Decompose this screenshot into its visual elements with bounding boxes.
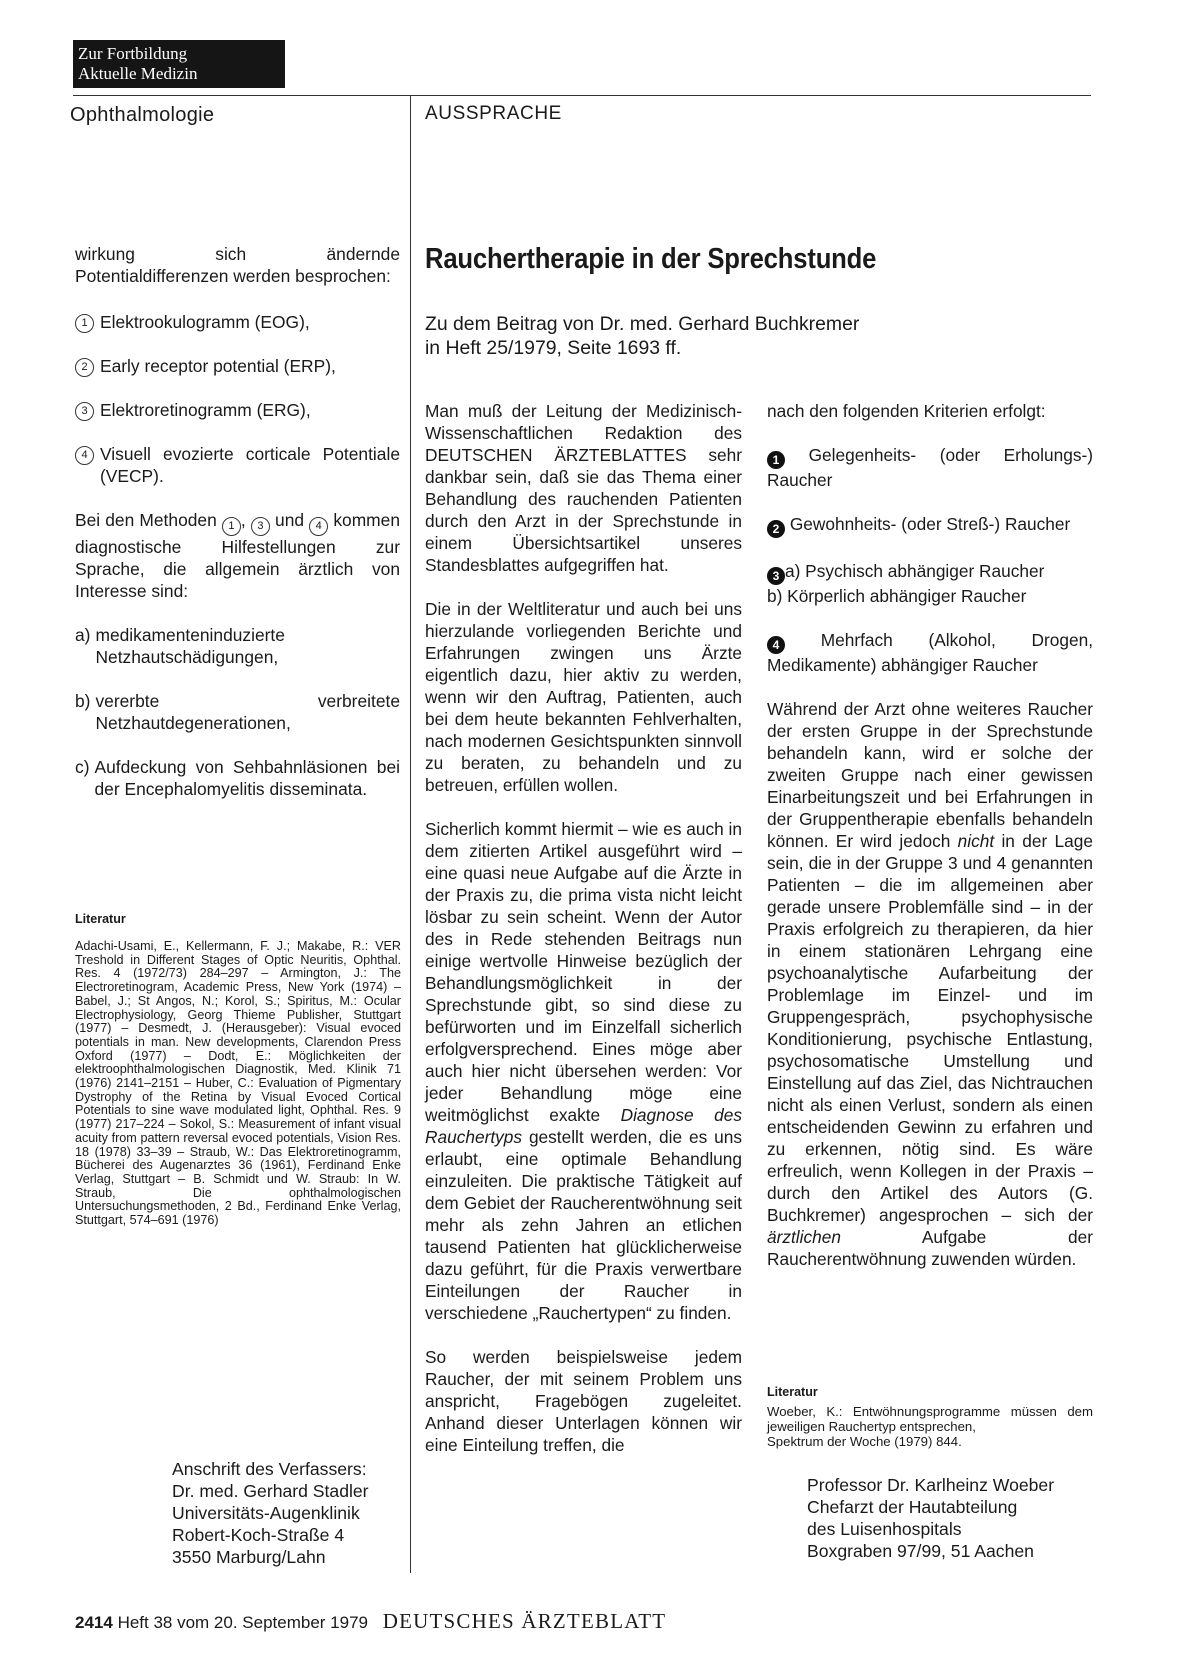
method-text: Elektrookulogramm (EOG), <box>100 312 310 332</box>
method-text: Visuell evozierte corticale Potentiale (VECP). <box>100 444 400 486</box>
column-rule <box>410 95 411 1573</box>
methods-paragraph <box>75 509 400 602</box>
references-left: Adachi-Usami, E., Kellermann, F. J.; Makabe, R.: VER Treshold in Different Stages of Optic Neuritis, Ophthal. Res. 4 (1972/73) 284–297 – Armington, J.: The Electroretinogram, Academic Press, New York (1974) – Babel, J.; St Angos, N.; Korol, S.; Spiritus, M.: Ocular Electrophysiology, Georg Thieme Publisher, Stuttgart (1977) – Desmedt, J. (Herausgeber): Visual evoced potentials in man. New developments, Clarendon Press Oxford (1977) – Dodt, E.: Möglichkeiten der elektroophthalmologischen Diagnostik, Med. Klinik 71 (1976) 2141–2151 – Huber, C.: Evaluation of Pigmentary Dystrophy of the Retina by Visual Evoced Cortical Potentials to sine wave modulated light, Ophthal. Res. 9 (1977) 217–224 – Sokol, S.: Measurement of infant visual acuity from pattern reversal evoced potentials, Vision Res. 18 (1978) 33–39 – Straub, W.: Das Elektroretinogramm, Bücherei des Augenarztes 36 (1961), Ferdinand Enke Verlag, Stuttgart – B. Schmidt und W. Straub: In W. Straub, Die ophthalmologischen Untersuchungsmethoden, 2 Bd., Ferdinand Enke Verlag, Stuttgart, 574–691 (1976) <box>75 939 401 1228</box>
filled-number: 2 <box>767 520 785 538</box>
smoker-type-text: Gewohnheits- (oder Streß-) Raucher <box>789 514 1071 534</box>
list-item <box>75 756 400 800</box>
method-text: Early receptor potential (ERP), <box>100 356 336 376</box>
circled-number: 1 <box>222 517 241 536</box>
methods-and: und <box>275 510 305 530</box>
article-column-2 <box>767 400 1093 1270</box>
methods-text-after: kommen diagnostische Hilfestellungen zur Sprache, die allgemein ärztlich von Interesse sind: <box>75 510 401 601</box>
circled-number: 3 <box>75 402 94 421</box>
rubric-box <box>73 40 285 88</box>
page-footer <box>75 1609 666 1634</box>
list-label: c) <box>75 757 90 777</box>
circled-number: 3 <box>251 517 270 536</box>
list-label: b) <box>75 691 91 711</box>
article-title: Rauchertherapie in der Sprechstunde <box>425 243 877 275</box>
paragraph-text: Während der Arzt ohne weiteres Raucher der ersten Gruppe in der Sprechstunde behandeln kann, wird er solche der zweiten Gruppe nach einer gewissen Einarbeitungszeit und bei Erfahrungen in der Gruppentherapie ebenfalls behandeln können. Er wird jedoch <box>767 699 1093 851</box>
list-text: medikamenteninduzierte Netzhautschädigungen, <box>95 625 285 667</box>
smoker-type <box>767 560 1093 607</box>
paragraph-text: Aufgabe der Raucherentwöhnung zuwenden würden. <box>767 1227 1093 1269</box>
method-item <box>75 355 400 377</box>
subhead-line: Zu dem Beitrag von Dr. med. Gerhard Buchkremer <box>425 313 860 335</box>
subhead-line: in Heft 25/1979, Seite 1693 ff. <box>425 337 682 359</box>
reference-text: Spektrum der Woche (1979) 844. <box>767 1434 962 1449</box>
filled-number: 3 <box>767 567 785 585</box>
circled-number: 4 <box>309 517 328 536</box>
method-item <box>75 443 400 487</box>
paragraph: Die in der Weltliteratur und auch bei uns hierzulande vorliegenden Berichte und Erfahrungen zwingen uns Ärzte eigentlich dazu, hier aktiv zu werden, wenn wir den Auftrag, Patienten, auch bei dem heute bekannten Fehlverhalten, nach modernen Gesichtspunkten sinnvoll zu beraten, zu behandeln und zu betreuen, erfüllen wollen. <box>425 599 742 795</box>
filled-number: 4 <box>767 636 785 654</box>
rubric-line-1: Zur Fortbildung <box>78 44 188 63</box>
author-address-left <box>172 1458 402 1568</box>
address-line: Chefarzt der Hautabteilung <box>807 1497 1018 1517</box>
address-line: des Luisenhospitals <box>807 1519 962 1539</box>
rubric-line-2: Aktuelle Medizin <box>78 64 198 83</box>
header-rule <box>73 95 1091 96</box>
list-text: vererbte verbreitete Netzhautdegenerationen, <box>95 691 400 733</box>
references-right <box>767 1404 1093 1449</box>
smoker-type-text: Gelegenheits- (oder Erholungs-) Raucher <box>767 445 1093 490</box>
paragraph-text: gestellt werden, die es uns erlaubt, eine optimale Behandlung einzuleiten. Die praktische Tätigkeit auf dem Gebiet der Raucherentwöhnung seit mehr als zehn Jahren an etlichen tausend Patienten hat glücklicherweise dazu geführt, für die Praxis verwertbare Einteilungen der Raucher in verschiedene „Rauchertypen“ zu finden. <box>425 1127 742 1323</box>
list-item <box>75 624 400 668</box>
left-column <box>75 243 400 800</box>
author-address-right <box>807 1474 1092 1562</box>
circled-number: 1 <box>75 314 94 333</box>
methods-text-before: Bei den Methoden <box>75 510 217 530</box>
method-text: Elektroretinogramm (ERG), <box>100 400 311 420</box>
smoker-type <box>767 444 1093 491</box>
section-title-left: Ophthalmologie <box>70 104 215 126</box>
address-line: Anschrift des Verfassers: <box>172 1459 367 1479</box>
address-line: Professor Dr. Karlheinz Woeber <box>807 1475 1055 1495</box>
address-line: Boxgraben 97/99, 51 Aachen <box>807 1541 1034 1561</box>
emphasis-text: ärztlichen <box>767 1227 841 1247</box>
paragraph: nach den folgenden Kriterien erfolgt: <box>767 401 1046 421</box>
paragraph <box>425 818 742 1324</box>
filled-number: 1 <box>767 451 785 469</box>
section-title-right: AUSSPRACHE <box>425 103 562 124</box>
paragraph-text: in der Lage sein, die in der Gruppe 3 und 4 genannten Patienten – die im allgemeinen aber gerade unsere Problemfälle sind – in der Praxis erfolgreich zu therapieren, da hier in einem stationären Lehrgang eine psychoanalytische Aufarbeitung der Problemlage im Einzel- und im Gruppengespräch, psychophysische Konditionierung, psychische Entlastung, psychosomatische Umstellung und Einstellung auf das Ziel, das Nichtrauchen nicht als einen Verlust, sondern als einen entscheidenden Gewinn zu erfahren und zu erkennen, nötig sind. Es wäre erfreulich, wenn Kollegen in der Praxis – durch den Artikel des Autors (G. Buchkremer) angesprochen – sich der <box>767 831 1093 1225</box>
method-item <box>75 311 400 333</box>
journal-name: DEUTSCHES ÄRZTEBLATT <box>382 1609 667 1633</box>
literature-heading-left: Literatur <box>75 912 126 926</box>
emphasis-text: nicht <box>957 831 995 851</box>
paragraph: So werden beispielsweise jedem Raucher, der mit seinem Problem uns anspricht, Fragebögen zugeleitet. Anhand dieser Unterlagen können wir eine Einteilung treffen, die <box>425 1347 742 1455</box>
smoker-type-text: Mehrfach (Alkohol, Drogen, Medikamente) abhängiger Raucher <box>767 630 1093 675</box>
article-subhead <box>425 312 1065 360</box>
list-text: Aufdeckung von Sehbahnläsionen bei der Encephalomyelitis disseminata. <box>94 757 400 799</box>
address-line: Universitäts-Augenklinik <box>172 1503 360 1523</box>
circled-number: 4 <box>75 446 94 465</box>
paragraph: Man muß der Leitung der Medizinisch-Wissenschaftlichen Redaktion des DEUTSCHEN ÄRZTEBLATTES sehr dankbar sein, daß sie das Thema einer Behandlung des rauchenden Patienten durch den Arzt in der Sprechstunde in einem Übersichtsartikel unseres Standesblattes aufgegriffen hat. <box>425 401 742 575</box>
paragraph-text: Sicherlich kommt hiermit – wie es auch in dem zitierten Artikel ausgeführt wird – eine quasi neue Aufgabe auf die Ärzte in der Praxis zu, die prima vista nicht leicht lösbar zu sein scheint. Wenn der Autor des in Rede stehenden Beitrags nun einige wertvolle Hinweise bezüglich der Behandlungsmöglichkeit in der Sprechstunde gibt, so sind diese zu befürworten und im Einzelfall sicherlich erfolgversprechend. Eines möge aber auch hier nicht übersehen werden: Vor jeder Behandlung möge eine weitmöglichst exakte <box>425 819 742 1125</box>
paragraph <box>767 698 1093 1270</box>
literature-heading-right: Literatur <box>767 1385 818 1399</box>
issue-info: Heft 38 vom 20. September 1979 <box>117 1613 368 1632</box>
address-line: 3550 Marburg/Lahn <box>172 1547 326 1567</box>
reference-text: Woeber, K.: Entwöhnungsprogramme müssen dem jeweiligen Rauchertyp entsprechen, <box>767 1404 1093 1434</box>
left-intro: wirkung sich ändernde Potentialdifferenzen werden besprochen: <box>75 244 400 286</box>
circled-number: 2 <box>75 358 94 377</box>
article-column-1 <box>425 400 742 1456</box>
page-number: 2414 <box>75 1613 113 1632</box>
method-item <box>75 399 400 421</box>
address-line: Robert-Koch-Straße 4 <box>172 1525 345 1545</box>
address-line: Dr. med. Gerhard Stadler <box>172 1481 369 1501</box>
smoker-type <box>767 629 1093 676</box>
smoker-type-text: b) Körperlich abhängiger Raucher <box>767 586 1027 606</box>
smoker-type-text: a) Psychisch abhängiger Raucher <box>785 561 1045 581</box>
emphasis-text: Diagnose des Rauchertyps <box>425 1105 742 1147</box>
list-item <box>75 690 400 734</box>
smoker-type <box>767 513 1093 538</box>
list-label: a) <box>75 625 91 645</box>
methods-sep: , <box>240 510 246 530</box>
